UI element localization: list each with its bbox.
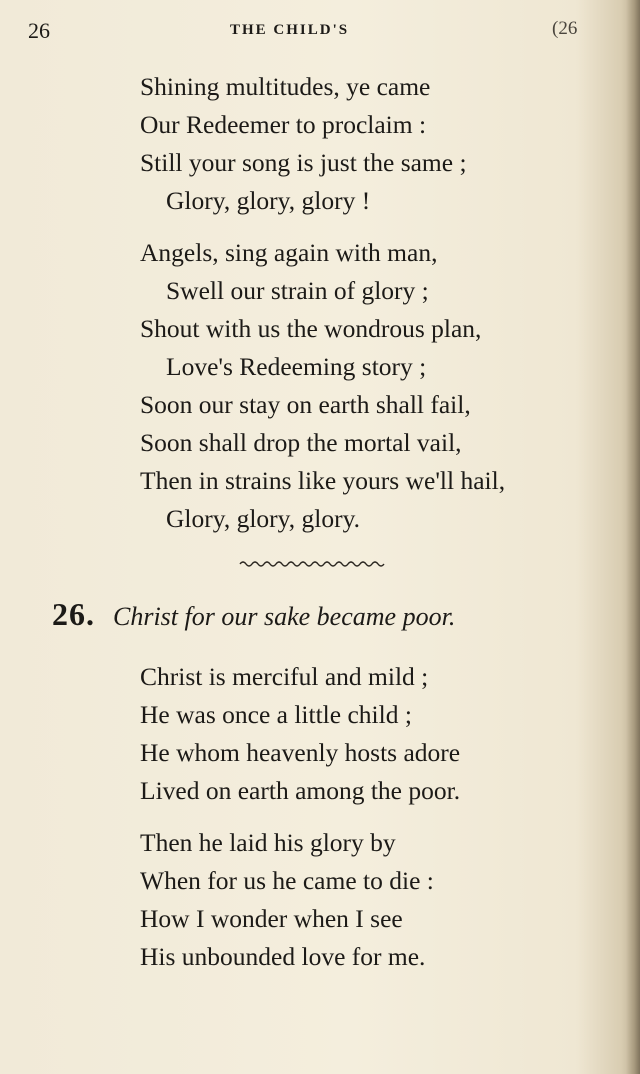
verse-line: Our Redeemer to proclaim :: [140, 110, 427, 139]
hymn-number: 26.: [52, 596, 95, 632]
wavy-divider-ornament: [238, 556, 386, 572]
page-number: 26: [28, 18, 50, 43]
verse-line: His unbounded love for me.: [140, 942, 426, 971]
verse-line: He whom heavenly hosts adore: [140, 738, 461, 767]
verse-line: Then he laid his glory by: [140, 828, 396, 857]
verse-line: Soon shall drop the mortal vail,: [140, 428, 462, 457]
verse-line: Shining multitudes, ye came: [140, 72, 431, 101]
verse-line-indented: Glory, glory, glory !: [166, 186, 371, 215]
verse-line: Then in strains like yours we'll hail,: [140, 466, 506, 495]
verse-line: Lived on earth among the poor.: [140, 776, 461, 805]
verse-line: When for us he came to die :: [140, 866, 434, 895]
verse-line: How I wonder when I see: [140, 904, 403, 933]
running-head: THE CHILD'S: [230, 22, 350, 38]
verse-line-indented: Love's Redeeming story ;: [166, 352, 427, 381]
hymn-title: Christ for our sake became poor.: [113, 602, 456, 631]
verse-line: Soon our stay on earth shall fail,: [140, 390, 471, 419]
stanza-4: [140, 824, 434, 976]
stanza-1: [140, 68, 467, 220]
stanza-3: [140, 658, 460, 810]
page-edge-shadow: [626, 0, 640, 1074]
verse-line: Christ is merciful and mild ;: [140, 662, 429, 691]
verse-line-indented: Glory, glory, glory.: [166, 504, 361, 533]
verse-line-indented: Swell our strain of glory ;: [166, 276, 429, 305]
verse-line: He was once a little child ;: [140, 700, 412, 729]
verse-line: Still your song is just the same ;: [140, 148, 467, 177]
stanza-2: [140, 234, 505, 538]
page-header: [0, 0, 640, 60]
verse-line: Angels, sing again with man,: [140, 238, 438, 267]
hymn-heading: [52, 596, 455, 633]
verse-line: Shout with us the wondrous plan,: [140, 314, 482, 343]
margin-mark: (26: [552, 18, 578, 39]
